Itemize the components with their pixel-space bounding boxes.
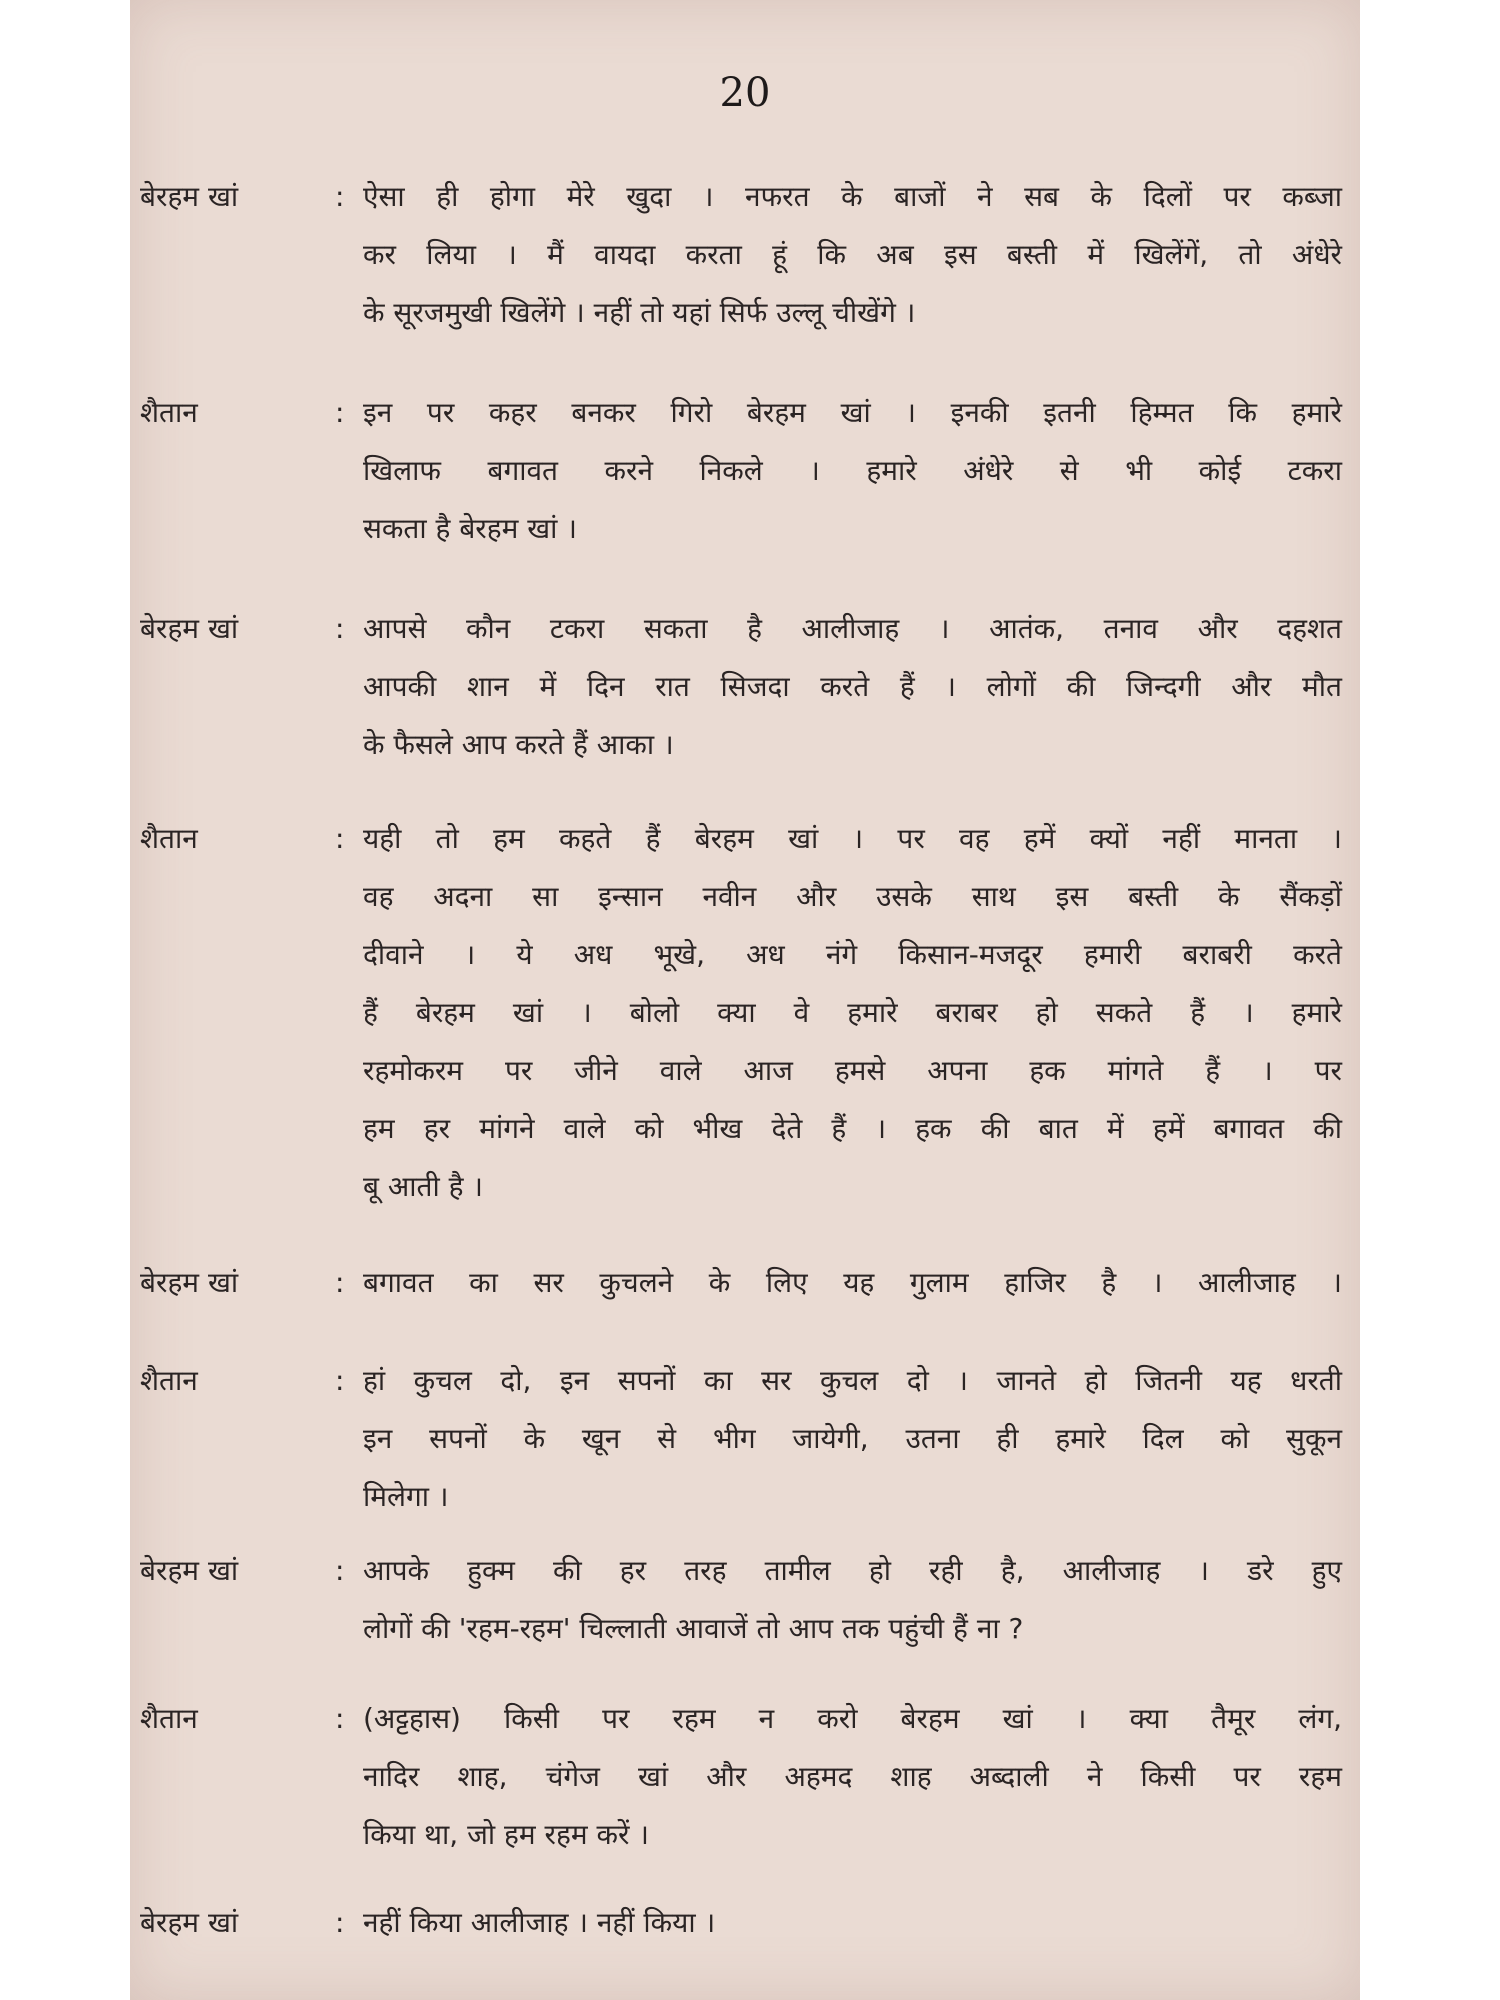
dialogue-text: [363, 168, 1360, 342]
dialogue-text: [363, 1542, 1360, 1658]
dialogue-line: वह अदना सा इन्सान नवीन और उसके साथ इस बस्ती के सैंकड़ों: [363, 880, 1342, 913]
dialogue-line: दीवाने । ये अध भूखे, अध नंगे किसान-मजदूर हमारी बराबरी करते: [363, 938, 1342, 971]
dialogue-line: आपके हुक्म की हर तरह तामील हो रही है, आलीजाह । डरे हुए: [363, 1554, 1342, 1587]
speech-block-8: [130, 1690, 1360, 1864]
speaker-label: बेरहम खां: [140, 1554, 239, 1587]
speech-block-7: [130, 1542, 1360, 1658]
dialogue-line: आपसे कौन टकरा सकता है आलीजाह । आतंक, तनाव और दहशत: [363, 612, 1342, 645]
dialogue-line: हम हर मांगने वाले को भीख देते हैं । हक की बात में हमें बगावत की: [363, 1112, 1342, 1145]
speaker-colon: :: [335, 612, 345, 645]
speaker-label: बेरहम खां: [140, 180, 239, 213]
speech-block-4: [130, 810, 1360, 1216]
speech-block-9: [130, 1894, 1360, 1952]
dialogue-line: यही तो हम कहते हैं बेरहम खां । पर वह हमें क्यों नहीं मानता ।: [363, 822, 1342, 855]
dialogue-line: (अट्टहास) किसी पर रहम न करो बेरहम खां । क्या तैमूर लंग,: [363, 1702, 1342, 1735]
dialogue-text: [363, 1690, 1360, 1864]
dialogue-line: हां कुचल दो, इन सपनों का सर कुचल दो । जानते हो जितनी यह धरती: [363, 1364, 1343, 1397]
dialogue-text: [363, 1894, 1360, 1952]
dialogue-line: ऐसा ही होगा मेरे खुदा । नफरत के बाजों ने सब के दिलों पर कब्जा: [363, 180, 1342, 213]
dialogue-line: हैं बेरहम खां । बोलो क्या वे हमारे बराबर हो सकते हैं । हमारे: [363, 996, 1342, 1029]
speaker-label: बेरहम खां: [140, 1266, 239, 1299]
dialogue-text: [363, 600, 1360, 774]
dialogue-line: नादिर शाह, चंगेज खां और अहमद शाह अब्दाली ने किसी पर रहम: [363, 1760, 1342, 1793]
dialogue-text: [363, 1254, 1360, 1312]
speaker-colon: :: [335, 1702, 345, 1735]
dialogue-line: इन सपनों के खून से भीग जायेगी, उतना ही हमारे दिल को सुकून: [363, 1422, 1342, 1455]
dialogue-line: रहमोकरम पर जीने वाले आज हमसे अपना हक मांगते हैं । पर: [363, 1054, 1342, 1087]
dialogue-line: बगावत का सर कुचलने के लिए यह गुलाम हाजिर है । आलीजाह ।: [363, 1266, 1342, 1299]
speech-block-2: [130, 384, 1360, 558]
speaker-colon: :: [335, 1364, 345, 1397]
speaker-label: शैतान: [140, 822, 198, 855]
speaker-colon: :: [335, 1554, 345, 1587]
page-number: 20: [719, 70, 771, 116]
dialogue-line: बू आती है ।: [363, 1170, 483, 1203]
dialogue-line: किया था, जो हम रहम करें ।: [363, 1818, 649, 1851]
dialogue-line: मिलेगा ।: [363, 1480, 449, 1513]
dialogue-line: आपकी शान में दिन रात सिजदा करते हैं । लोगों की जिन्दगी और मौत: [363, 670, 1342, 703]
speech-block-6: [130, 1352, 1360, 1526]
speaker-label: शैतान: [140, 1702, 198, 1735]
dialogue-text: [363, 810, 1360, 1216]
speech-block-3: [130, 600, 1360, 774]
speaker-colon: :: [335, 396, 345, 429]
dialogue-text: [363, 384, 1360, 558]
dialogue-line: लोगों की 'रहम-रहम' चिल्लाती आवाजें तो आप तक पहुंची हैं ना ?: [363, 1612, 1024, 1645]
book-page: [130, 0, 1360, 2000]
speech-block-1: [130, 168, 1360, 342]
speech-block-5: [130, 1254, 1360, 1312]
dialogue-line: नहीं किया आलीजाह । नहीं किया ।: [363, 1906, 716, 1939]
dialogue-line: सकता है बेरहम खां ।: [363, 512, 577, 545]
dialogue-line: इन पर कहर बनकर गिरो बेरहम खां । इनकी इतनी हिम्मत कि हमारे: [363, 396, 1342, 429]
speaker-label: शैतान: [140, 1364, 198, 1397]
dialogue-line: कर लिया । मैं वायदा करता हूं कि अब इस बस्ती में खिलेंगें, तो अंधेरे: [363, 238, 1342, 271]
speaker-label: बेरहम खां: [140, 612, 239, 645]
dialogue-line: के सूरजमुखी खिलेंगे । नहीं तो यहां सिर्फ उल्लू चीखेंगे ।: [363, 296, 916, 329]
speaker-label: शैतान: [140, 396, 198, 429]
dialogue-line: खिलाफ बगावत करने निकले । हमारे अंधेरे से भी कोई टकरा: [363, 454, 1342, 487]
speaker-colon: :: [335, 1266, 345, 1299]
dialogue-line: के फैसले आप करते हैं आका ।: [363, 728, 674, 761]
speaker-colon: :: [335, 1906, 345, 1939]
dialogue-text: [363, 1352, 1360, 1526]
speaker-colon: :: [335, 822, 345, 855]
speaker-label: बेरहम खां: [140, 1906, 239, 1939]
speaker-colon: :: [335, 180, 345, 213]
